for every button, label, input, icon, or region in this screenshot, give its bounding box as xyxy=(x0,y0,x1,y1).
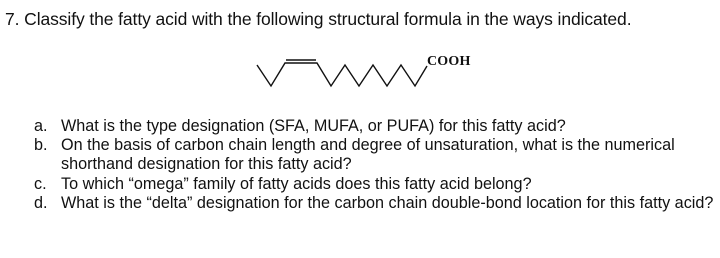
question-heading: 7. Classify the fatty acid with the following structural formula in the ways indicated. xyxy=(5,9,632,29)
item-text: What is the “delta” designation for the carbon chain double-bond location for this fatty acid? xyxy=(61,193,714,212)
item-marker: a. xyxy=(34,117,48,135)
item-marker: c. xyxy=(34,174,47,193)
list-item xyxy=(0,136,720,174)
item-text: On the basis of carbon chain length and degree of unsaturation, what is the numerical shorthand designation for this fatty acid? xyxy=(61,136,675,174)
list-item xyxy=(0,117,720,136)
carboxyl-group-label: COOH xyxy=(427,54,471,69)
item-text: To which “omega” family of fatty acids does this fatty acid belong? xyxy=(61,174,532,193)
item-text: What is the type designation (SFA, MUFA, or PUFA) for this fatty acid? xyxy=(61,117,566,135)
item-marker: d. xyxy=(34,193,48,212)
item-marker: b. xyxy=(34,136,48,155)
question-parts-list xyxy=(0,117,720,213)
list-item xyxy=(0,175,720,194)
carbon-chain xyxy=(257,63,427,86)
list-item xyxy=(0,194,720,213)
